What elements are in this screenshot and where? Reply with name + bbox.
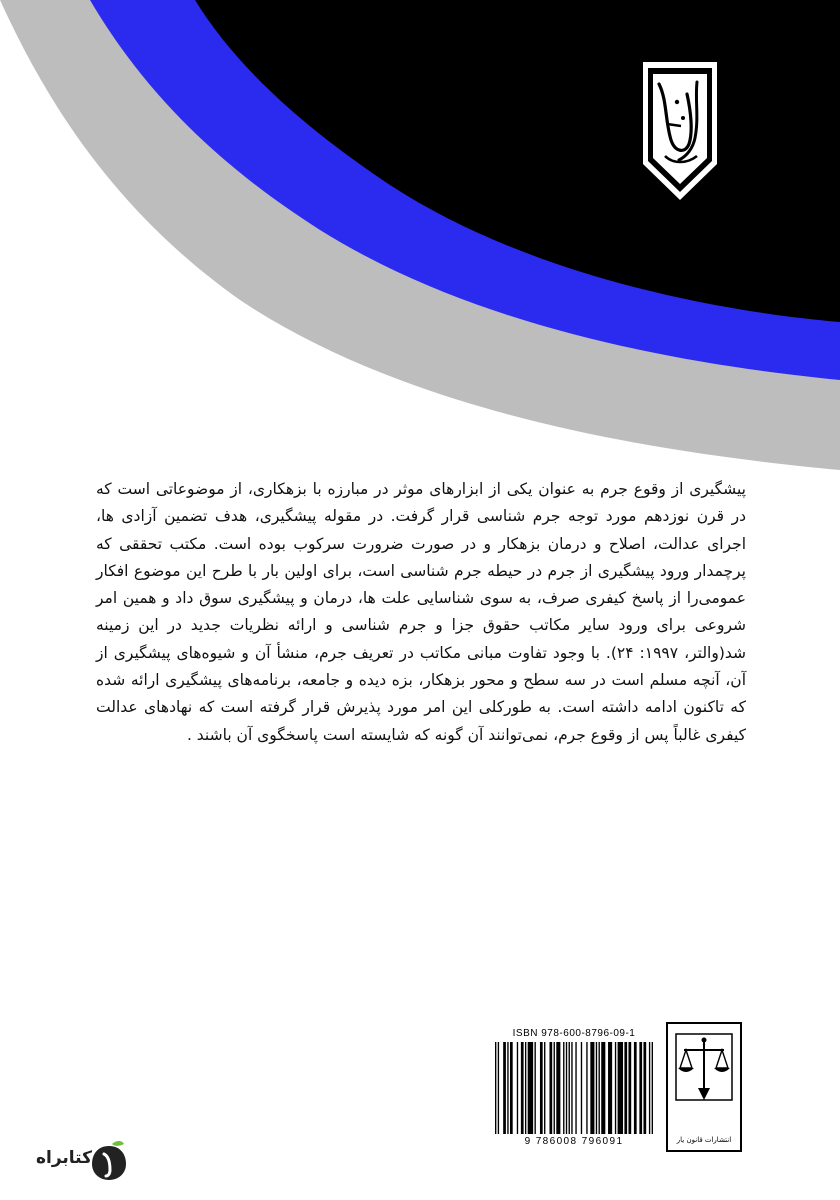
- barcode-bar: [596, 1042, 597, 1134]
- barcode-bar: [601, 1042, 605, 1134]
- barcode-bar: [554, 1042, 555, 1134]
- barcode-bar: [628, 1042, 631, 1134]
- barcode-bar: [525, 1042, 526, 1134]
- barcode-bar: [581, 1042, 582, 1134]
- barcode-bar: [510, 1042, 513, 1134]
- barcode-bar: [615, 1042, 616, 1134]
- barcode-bar: [540, 1042, 543, 1134]
- isbn-label: ISBN 978-600-8796-09-1: [512, 1028, 636, 1039]
- barcode-bar: [498, 1042, 499, 1134]
- barcode-bar: [590, 1042, 594, 1134]
- barcode-bar: [495, 1042, 496, 1134]
- barcode-bar: [652, 1042, 653, 1134]
- barcode-bar: [535, 1042, 536, 1134]
- barcode-bar: [634, 1042, 637, 1134]
- barcode-bar: [643, 1042, 646, 1134]
- barcode-bar: [549, 1042, 552, 1134]
- barcode-bar: [608, 1042, 612, 1134]
- ean-digits: 9 786008 796091: [524, 1136, 624, 1147]
- barcode-bar: [517, 1042, 518, 1134]
- isbn-barcode: [489, 1022, 659, 1152]
- barcode-bar: [507, 1042, 508, 1134]
- barcode-bar: [624, 1042, 627, 1134]
- barcode-bar: [639, 1042, 642, 1134]
- barcode-bar: [566, 1042, 567, 1134]
- barcode-bar: [575, 1042, 576, 1134]
- barcode-bar: [503, 1042, 506, 1134]
- barcode-bar: [618, 1042, 623, 1134]
- back-cover-description: [96, 476, 746, 749]
- barcode-bar: [563, 1042, 564, 1134]
- barcode-bar: [571, 1042, 572, 1134]
- scales-of-justice-pen-icon: [672, 1030, 736, 1130]
- barcode-bar: [599, 1042, 600, 1134]
- barcode-bar: [586, 1042, 587, 1134]
- barcode-bar: [544, 1042, 545, 1134]
- ketabrah-logo-icon: [88, 1140, 130, 1182]
- description-paragraph: پیشگیری از وقوع جرم به عنوان یکی از ابزارهای موثر در مبارزه با بزهکاری، از موضوعاتی است که در قرن نوزدهم مورد توجه جرم شناسی قرار گرفت. در مقوله پیشگیری، هدف تضمین آزادی ها، اجرای عدالت، اصلاح و درمان بزهکار و در صورت ضرورت سرکوب بوده است. مکتب تحققی که پرچمدار ورود پیشگیری از جرم در حیطه جرم شناسی است، برای اولین بار با طرح این موضوع افکار عمومی‌را از پاسخ کیفری صرف، به سوی شناسایی علت ها، درمان و پیشگیری سوق داد و همین امر شروعی برای ورود سایر مکاتب حقوق جزا و جرم شناسی و ارائه نظریات جدید در این زمینه شد(والتر، ۱۹۹۷: ۲۴). با وجود تفاوت مبانی مکاتب در تعریف جرم، منشأ آن و شیوه‌های پیشگیری از آن، آنچه مسلم است در سه سطح و محور بزهکار، بزه دیده و جامعه، برنامه‌های پیشگیری ارائه شده که تاکنون ادامه داشته است. به طورکلی این امر مورد پذیرش قرار گرفته است که نهادهای عدالت کیفری غالباً پس از وقوع جرم، نمی‌توانند آن گونه که شایسته است پاسخگوی آن باشند .: [96, 480, 747, 744]
- barcode-bar: [569, 1042, 570, 1134]
- publisher-logo: [666, 1022, 742, 1152]
- barcode-bar: [521, 1042, 524, 1134]
- publisher-name: انتشارات قانون یار: [676, 1136, 732, 1144]
- book-calligraphy-emblem-icon: [641, 60, 719, 202]
- ketabrah-label: کتابراه: [35, 1148, 92, 1168]
- barcode-bar: [649, 1042, 650, 1134]
- barcode-bar: [528, 1042, 533, 1134]
- ketabrah-logo[interactable]: [10, 1136, 130, 1186]
- barcode-bars: [495, 1042, 653, 1134]
- barcode-bar: [556, 1042, 560, 1134]
